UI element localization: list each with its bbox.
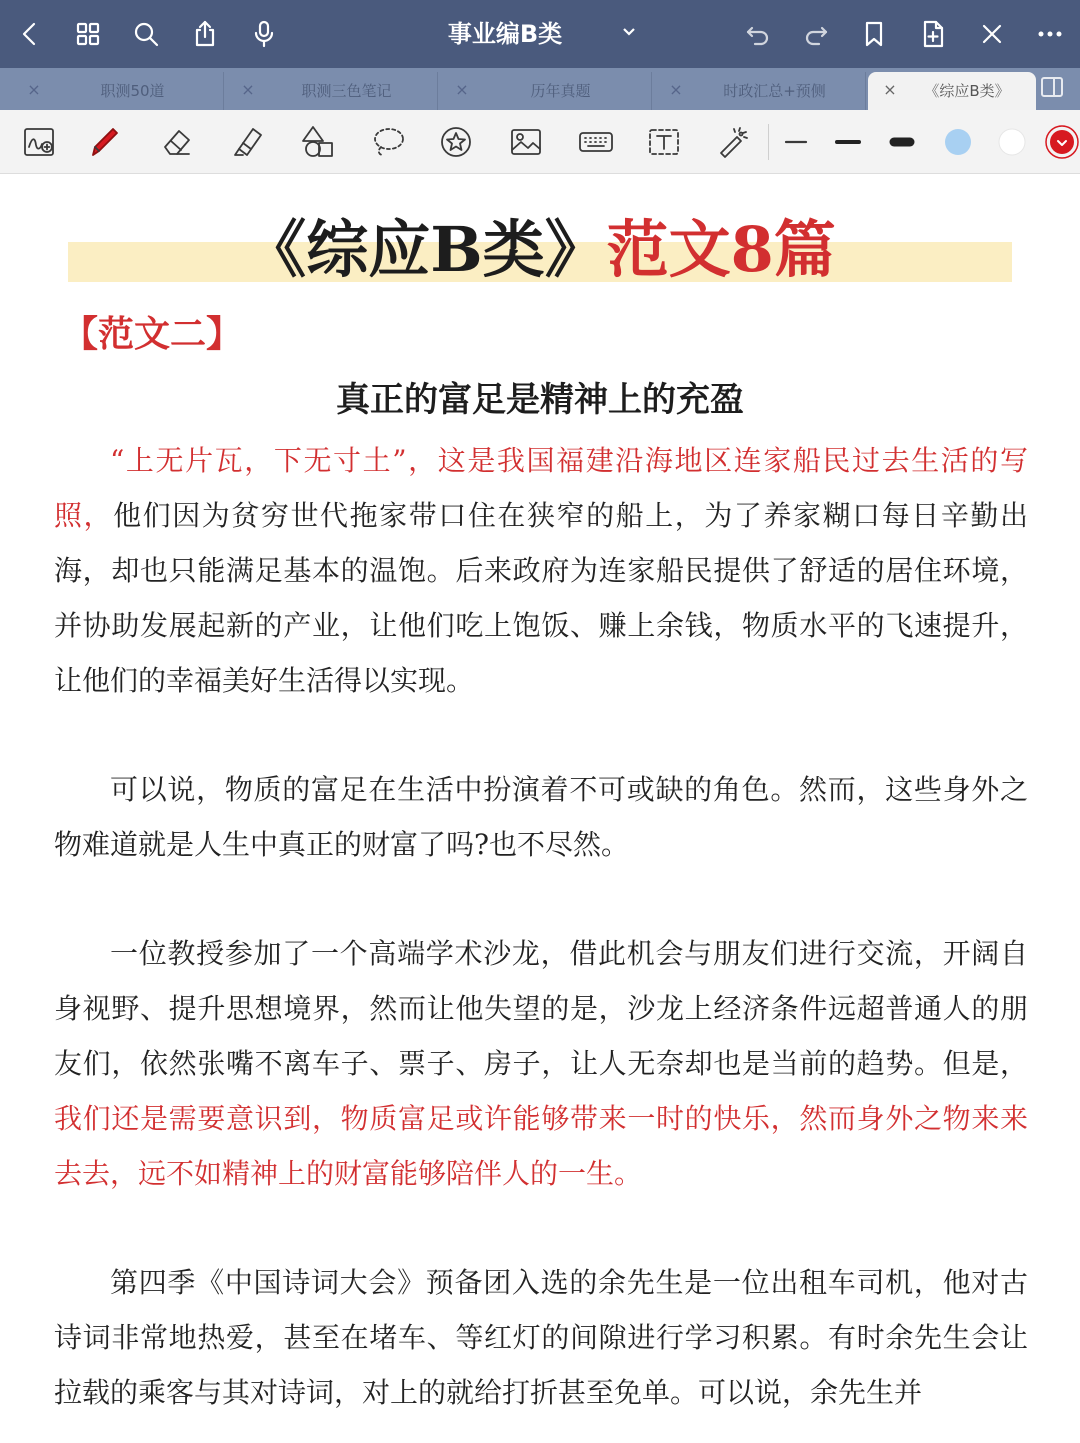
search-icon[interactable] — [126, 14, 166, 54]
toolbar-separator — [768, 124, 769, 160]
tab-2[interactable] — [226, 72, 438, 110]
document-title[interactable]: 事业编B类 — [447, 20, 563, 48]
thickness-thin-option[interactable] — [774, 122, 818, 162]
paragraph-2: 可以说，物质的富足在生活中扮演着不可或缺的角色。然而，这些身外之物难道就是人生中真正的财富了吗?也不尽然。 — [54, 773, 1028, 861]
smart-ink-icon[interactable] — [18, 122, 62, 162]
paragraph-1-highlight: “上无片瓦，下无寸土”，这是我国福建沿海地区连家船民过去生活的写照， — [54, 444, 1028, 532]
tab-4[interactable] — [654, 72, 866, 110]
tab-label: 《综应B类》 — [924, 82, 1010, 100]
banner-title-red: 范文8篇 — [606, 213, 836, 286]
pen-icon[interactable] — [82, 122, 126, 162]
top-nav-bar — [0, 0, 1080, 68]
grid-view-icon[interactable] — [68, 14, 108, 54]
tab-label: 职测50道 — [100, 82, 165, 100]
section-tag: 【范文二】 — [62, 313, 243, 355]
tab-close-icon[interactable]: × — [669, 80, 683, 99]
banner-title-black: 《综应B类》 — [244, 213, 607, 286]
highlighter-icon[interactable] — [226, 122, 270, 162]
keyboard-icon[interactable] — [574, 122, 618, 162]
more-icon[interactable] — [1030, 14, 1070, 54]
paragraph-3-highlight: 我们还是需要意识到，物质富足或许能够带来一时的快乐，然而身外之物来来去去，远不如精神上的财富能够陪伴人的一生。 — [54, 1102, 1028, 1190]
sticker-icon[interactable] — [434, 122, 478, 162]
tab-5-active[interactable] — [868, 72, 1036, 110]
tab-1[interactable] — [12, 72, 224, 110]
bookmark-icon[interactable] — [854, 14, 894, 54]
redo-icon[interactable] — [796, 14, 836, 54]
tab-strip — [0, 68, 1080, 110]
document-page[interactable] — [0, 175, 1080, 1443]
image-icon[interactable] — [504, 122, 548, 162]
undo-icon[interactable] — [738, 14, 778, 54]
essay-title: 真正的富足是精神上的充盈 — [336, 380, 744, 420]
lasso-icon[interactable] — [366, 122, 410, 162]
split-view-icon[interactable] — [1040, 76, 1070, 102]
laser-pointer-icon[interactable] — [710, 122, 754, 162]
microphone-icon[interactable] — [244, 14, 284, 54]
tab-label: 职测三色笔记 — [301, 82, 392, 100]
tab-close-icon[interactable]: × — [27, 80, 41, 99]
tab-3[interactable] — [440, 72, 652, 110]
tab-close-icon[interactable]: × — [883, 80, 897, 99]
thickness-thick-option[interactable] — [880, 122, 924, 162]
thickness-medium-option[interactable] — [826, 122, 870, 162]
tab-label: 时政汇总+预侧 — [723, 82, 826, 100]
eraser-icon[interactable] — [154, 122, 198, 162]
paragraph-1 — [54, 433, 1028, 708]
paragraph-1-text: 他们因为贫穷世代拖家带口住在狭窄的船上，为了养家糊口每日辛勤出海，却也只能满足基本的温饱。后来政府为连家船民提供了舒适的居住环境，并协助发展起新的产业，让他们吃上饱饭、赚上余钱，物质水平的飞速提升，让他们的幸福美好生活得以实现。 — [54, 499, 1028, 697]
share-icon[interactable] — [185, 14, 225, 54]
paragraph-4: 第四季《中国诗词大会》预备团入选的余先生是一位出租车司机，他对古诗词非常地热爱，甚至在堵车、等红灯的间隙进行学习积累。有时余先生会让拉载的乘客与其对诗词，对上的就给打折甚至免单。可以说，余先生并 — [54, 1266, 1028, 1409]
tab-close-icon[interactable]: × — [241, 80, 255, 99]
tab-label: 历年真题 — [530, 82, 591, 100]
drawing-toolbar — [0, 110, 1080, 174]
color-swatch-white[interactable] — [990, 122, 1034, 162]
tab-close-icon[interactable]: × — [455, 80, 469, 99]
paragraph-3-text: 一位教授参加了一个高端学术沙龙，借此机会与朋友们进行交流，开阔自身视野、提升思想境界，然而让他失望的是，沙龙上经济条件远超普通人的朋友们，依然张嘴不离车子、票子、房子，让人无奈却也是当前的趋势。但是， — [54, 937, 1028, 1080]
add-page-icon[interactable] — [913, 14, 953, 54]
shapes-icon[interactable] — [296, 122, 340, 162]
color-swatch-light-blue[interactable] — [936, 122, 980, 162]
chevron-down-icon[interactable] — [620, 22, 644, 46]
text-box-icon[interactable] — [642, 122, 686, 162]
document-banner-title — [0, 205, 1080, 295]
color-swatch-red-selected[interactable] — [1040, 122, 1080, 162]
close-icon[interactable] — [972, 14, 1012, 54]
back-icon[interactable] — [10, 14, 50, 54]
paragraph-3 — [54, 926, 1028, 1201]
